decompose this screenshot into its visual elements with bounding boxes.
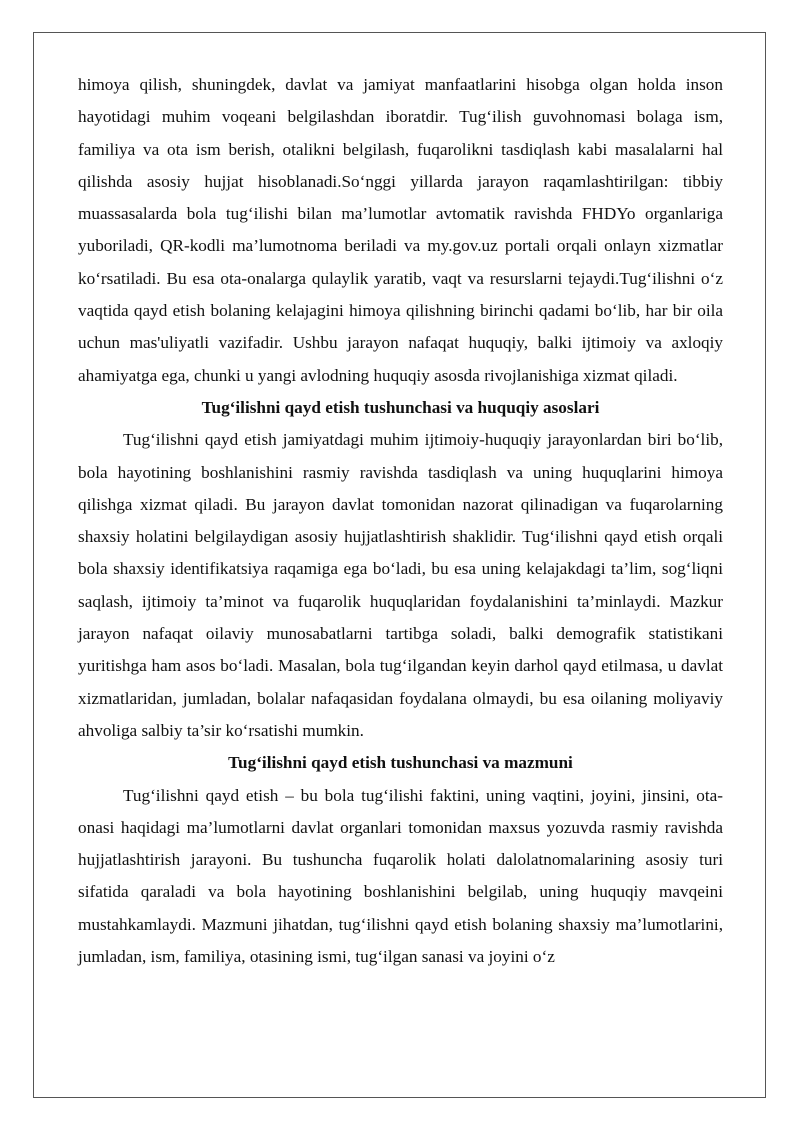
document-body: [78, 69, 723, 973]
section-heading-concept: Tug‘ilishni qayd etish tushunchasi va mazmuni: [228, 753, 573, 773]
section-heading-legal-basis: Tug‘ilishni qayd etish tushunchasi va huquqiy asoslari: [201, 397, 600, 417]
paragraph-concept: Tug‘ilishni qayd etish – bu bola tug‘ilishi faktini, uning vaqtini, joyini, jinsini, ota-onasi haqidagi ma’lumotlarni davlat organlari tomonidan maxsus yozuvda rasmiy ravishda hujjatlashtirish jarayoni. Bu tushuncha fuqarolik holati dalolatnomalarining asosiy turi sifatida qaraladi va bola hayotining boshlanishini belgilab, uning huquqiy mavqeini mustahkamlaydi. Mazmuni jihatdan, tug‘ilishni qayd etish bolaning shaxsiy ma’lumotlarini, jumladan, ism, familiya, otasining ismi, tug‘ilgan sanasi va joyini o‘z: [78, 785, 723, 967]
paragraph-legal-basis: Tug‘ilishni qayd etish jamiyatdagi muhim ijtimoiy-huquqiy jarayonlardan biri bo‘lib, bola hayotining boshlanishini rasmiy ravishda tasdiqlash va uning huquqlarini himoya qilishga xizmat qiladi. Bu jarayon davlat tomonidan nazorat qilinadigan va fuqarolarning shaxsiy holatini belgilaydigan asosiy hujjatlashtirish shaklidir. Tug‘ilishni qayd etish orqali bola shaxsiy identifikatsiya raqamiga ega bo‘ladi, bu esa uning kelajakdagi ta’lim, sog‘liqni saqlash, ijtimoiy ta’minot va fuqarolik huquqlaridan foydalanishini ta’minlaydi. Mazkur jarayon nafaqat oilaviy munosabatlarni tartibga soladi, balki demografik statistikani yuritishga ham asos bo‘ladi. Masalan, bola tug‘ilgandan keyin darhol qayd etilmasa, u davlat xizmatlaridan, jumladan, bolalar nafaqasidan foydalana olmaydi, bu esa oilaning moliyaviy ahvoliga salbiy ta’sir ko‘rsatishi mumkin.: [78, 430, 723, 740]
paragraph-intro-continued: himoya qilish, shuningdek, davlat va jamiyat manfaatlarini hisobga olgan holda inson hayotidagi muhim voqeani belgilashdan iboratdir. Tug‘ilish guvohnomasi bolaga ism, familiya va ota ism berish, otalikni belgilash, fuqarolikni tasdiqlash kabi masalalarni hal qilishda asosiy hujjat hisoblanadi.So‘nggi yillarda jarayon raqamlashtirilgan: tibbiy muassasalarda bola tug‘ilishi bilan ma’lumotlar avtomatik ravishda FHDYo organlariga yuboriladi, QR-kodli ma’lumotnoma beriladi va my.gov.uz portali orqali onlayn xizmatlar ko‘rsatiladi. Bu esa ota-onalarga qulaylik yaratib, vaqt va resurslarni tejaydi.Tug‘ilishni o‘z vaqtida qayd etish bolaning kelajagini himoya qilishning birinchi qadami bo‘lib, har bir oila uchun mas'uliyatli vazifadir. Ushbu jarayon nafaqat huquqiy, balki ijtimoiy va axloqiy ahamiyatga ega, chunki u yangi avlodning huquqiy asosda rivojlanishiga xizmat qiladi.: [78, 75, 723, 385]
